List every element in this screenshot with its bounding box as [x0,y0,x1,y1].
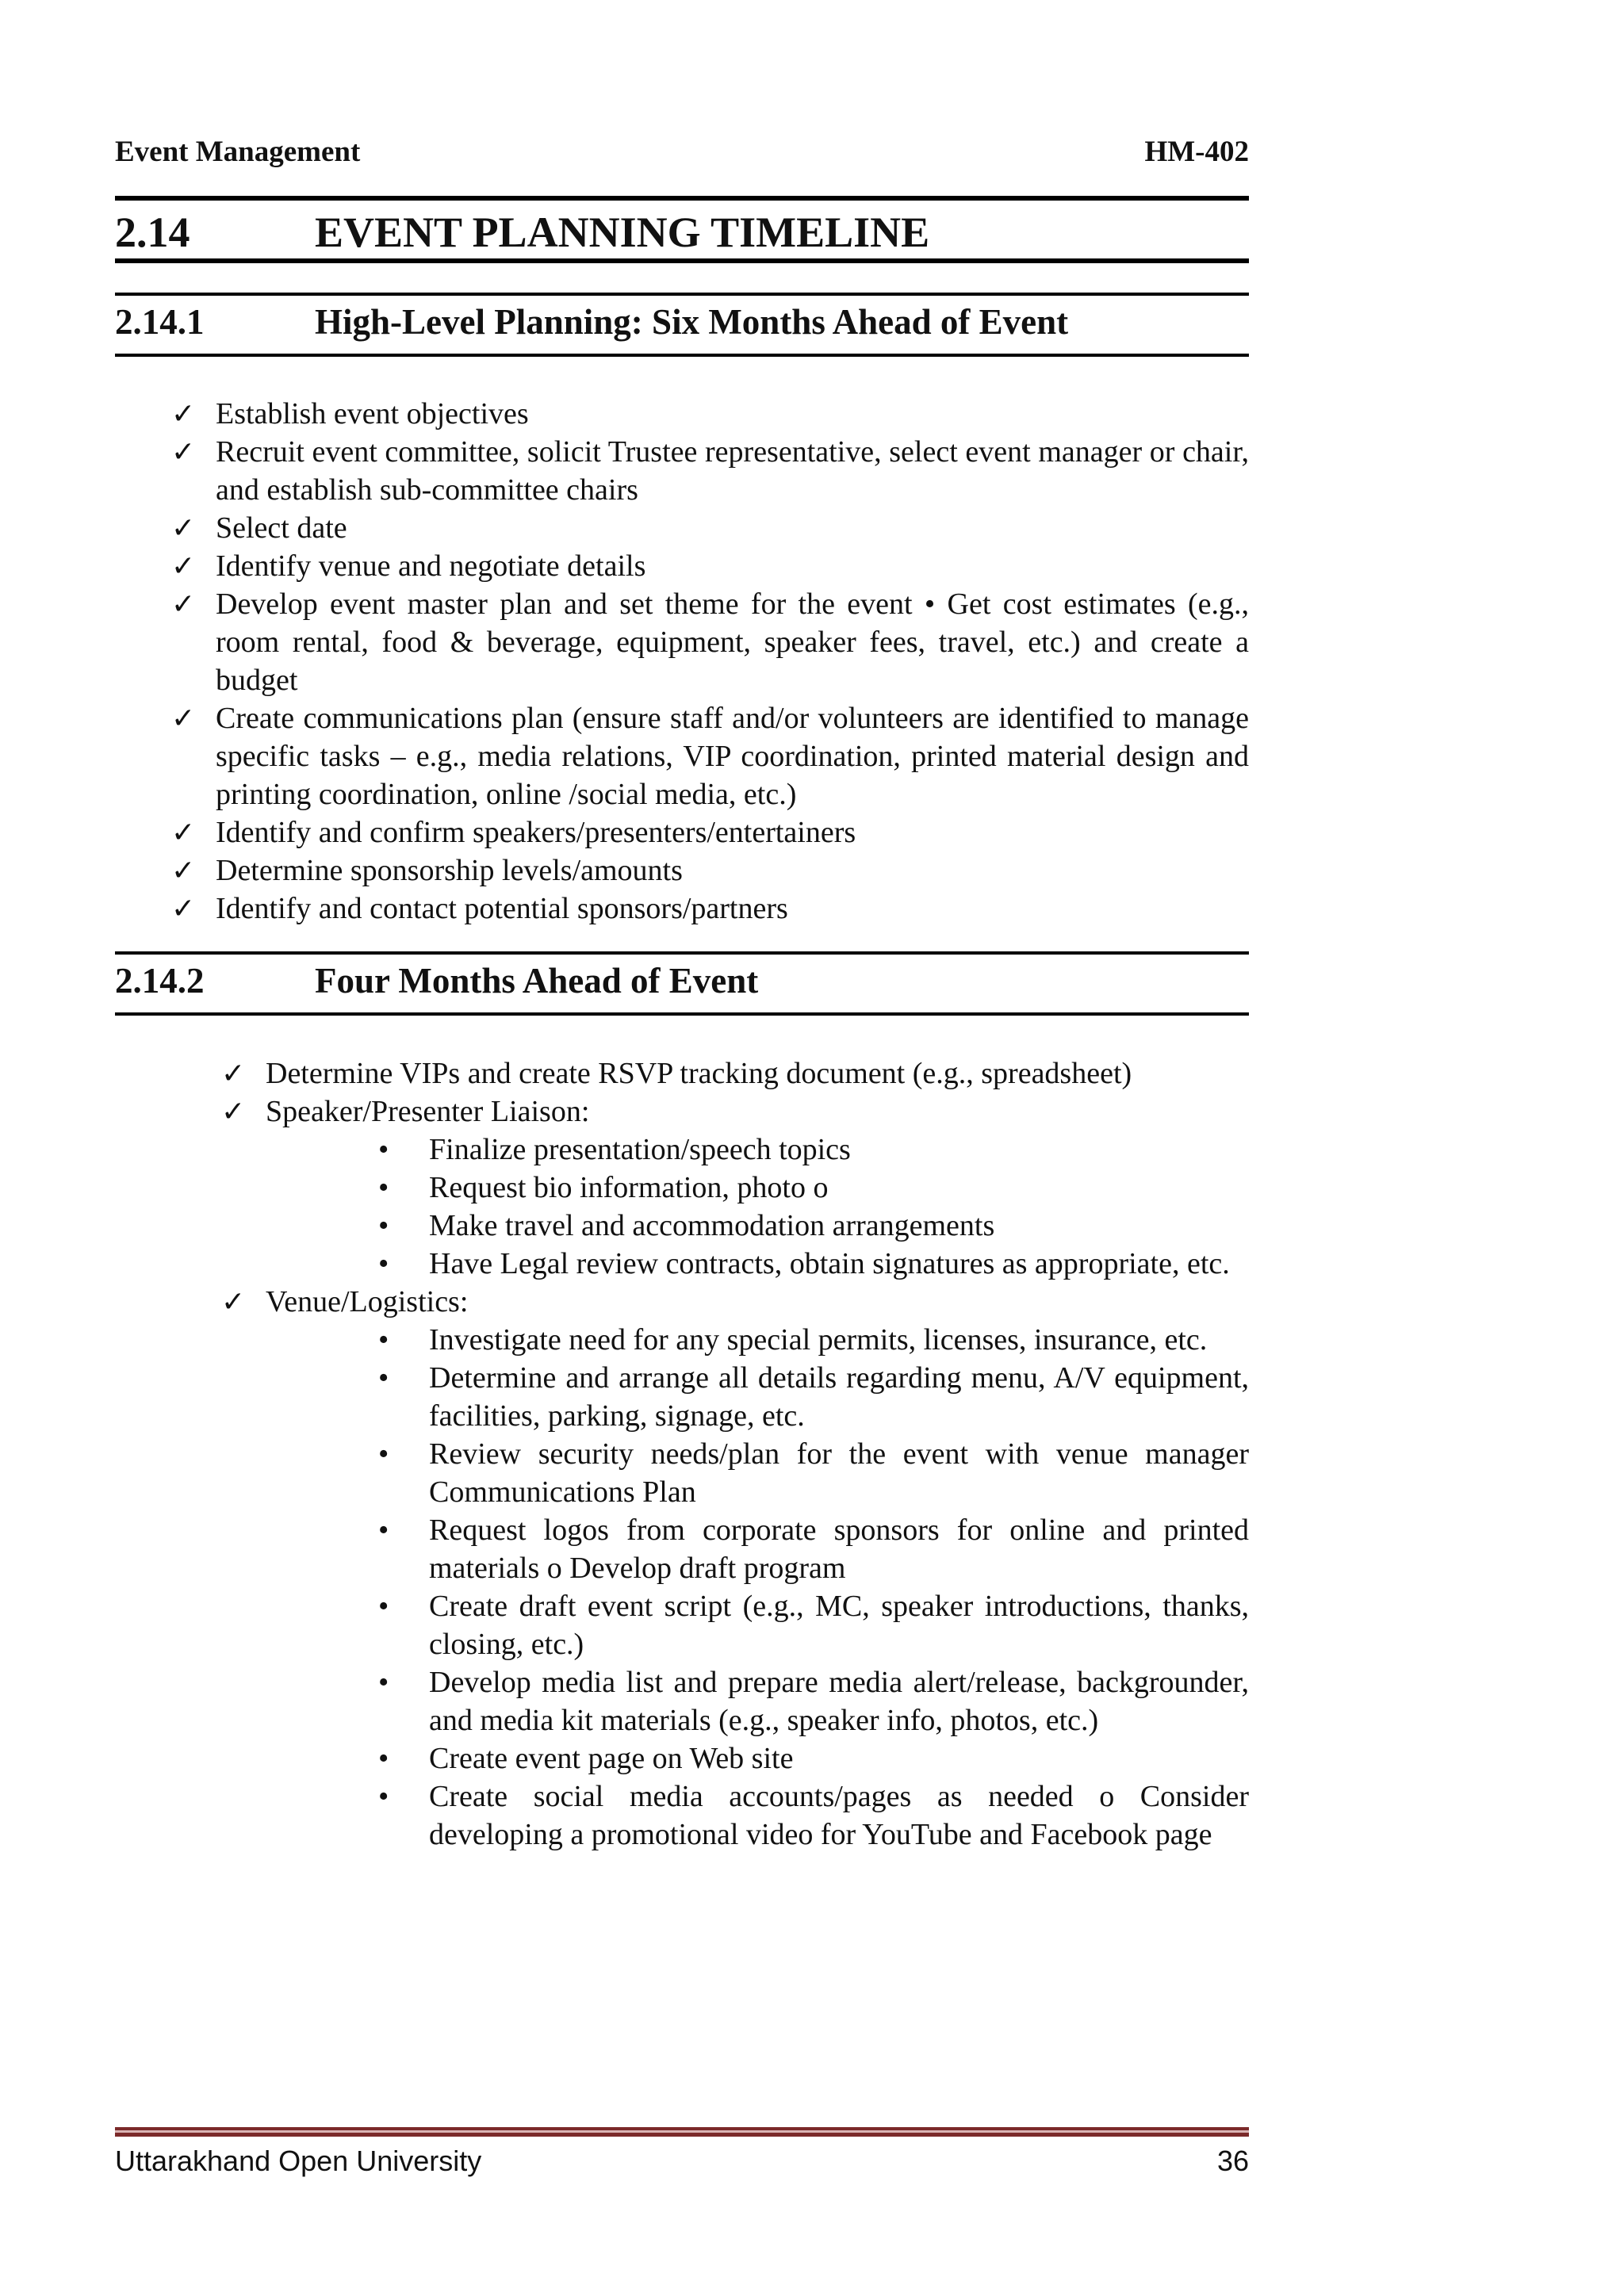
venue-logistics-sublist [378,1321,1249,1854]
checkmark-icon: ✓ [171,512,196,544]
sub-list-item: • Develop media list and prepare media alert/release, backgrounder, and media kit materials (e.g., speaker info, photos, etc.) [429,1663,1249,1739]
subsection2-rule-top [115,951,1249,955]
list-item: ✓ Identify and contact potential sponsors/partners [216,890,1249,928]
list-item: ✓ Develop event master plan and set theme for the event • Get cost estimates (e.g., room rental, food & beverage, equipment, speaker fees, travel, etc.) and create a budget [216,585,1249,699]
sub-list-item: • Make travel and accommodation arrangements [429,1207,1249,1245]
checkmark-icon: ✓ [171,550,196,582]
bullet-icon: • [378,1171,389,1204]
page-number: 36 [1216,2145,1249,2177]
bullet-icon: • [378,1133,389,1166]
list-item: ✓ Recruit event committee, solicit Trustee representative, select event manager or chair, and establish sub-committee chairs [216,433,1249,509]
sub-list-item: • Create social media accounts/pages as needed o Consider developing a promotional video for YouTube and Facebook page [429,1777,1249,1854]
subsection1-heading [115,301,1249,342]
list-item: ✓ Establish event objectives [216,395,1249,433]
bullet-icon: • [378,1590,389,1623]
sub-list-item: • Have Legal review contracts, obtain signatures as appropriate, etc. [429,1245,1249,1283]
list-item: ✓ Identify and confirm speakers/presenters/entertainers [216,813,1249,851]
list-item: ✓ Create communications plan (ensure staff and/or volunteers are identified to manage specific tasks – e.g., media relations, VIP coordination, printed material design and printing coordination, online /social media, etc.) [216,699,1249,813]
footer-rule [115,2127,1249,2137]
page-footer [115,2145,1249,2178]
sub-list-item: • Investigate need for any special permits, licenses, insurance, etc. [429,1321,1249,1359]
subsection1-title: High-Level Planning: Six Months Ahead of Event [315,302,1069,342]
section-title: EVENT PLANNING TIMELINE [315,209,930,256]
checkmark-icon: ✓ [171,588,196,620]
list-item: ✓ Determine sponsorship levels/amounts [216,851,1249,890]
sub-list-item: • Review security needs/plan for the event with venue manager Communications Plan [429,1435,1249,1511]
bullet-icon: • [378,1666,389,1699]
section-number: 2.14 [115,209,190,256]
bullet-icon: • [378,1323,389,1357]
checkmark-icon: ✓ [171,702,196,734]
subsection1-rule-top [115,293,1249,296]
checkmark-icon: ✓ [221,1096,246,1127]
list-item: ✓ Determine VIPs and create RSVP tracking document (e.g., spreadsheet) [266,1054,1249,1093]
subsection2-title: Four Months Ahead of Event [315,961,759,1001]
sub-list-item: • Determine and arrange all details regarding menu, A/V equipment, facilities, parking, signage, etc. [429,1359,1249,1435]
sub-list-item: • Create draft event script (e.g., MC, speaker introductions, thanks, closing, etc.) [429,1587,1249,1663]
checkmark-icon: ✓ [171,436,196,468]
sub-list-item: • Create event page on Web site [429,1739,1249,1777]
section-rule-top [115,196,1249,201]
subsection1-rule-bottom [115,354,1249,357]
checkmark-icon: ✓ [171,398,196,430]
checkmark-icon: ✓ [221,1058,246,1089]
bullet-icon: • [378,1780,389,1813]
sub-list-item: • Finalize presentation/speech topics [429,1131,1249,1169]
sub-list-item: • Request bio information, photo o [429,1169,1249,1207]
speaker-liaison-sublist [378,1131,1249,1283]
subsection2-heading [115,960,1249,1001]
list-item: ✓ Identify venue and negotiate details [216,547,1249,585]
section-rule-bottom [115,258,1249,263]
bullet-icon: • [378,1361,389,1395]
subsection1-number: 2.14.1 [115,302,205,342]
subsection2-rule-bottom [115,1012,1249,1016]
section-heading [115,208,1249,255]
checkmark-icon: ✓ [221,1286,246,1318]
running-header [115,135,1249,169]
bullet-icon: • [378,1247,389,1280]
checkmark-icon: ✓ [171,893,196,924]
subsection2-number: 2.14.2 [115,961,205,1001]
bullet-icon: • [378,1437,389,1471]
bullet-icon: • [378,1513,389,1547]
checkmark-icon: ✓ [171,855,196,886]
university-name: Uttarakhand Open University [115,2145,482,2177]
course-title: Event Management [115,136,361,168]
four-months-checklist [221,1054,1249,1854]
bullet-icon: • [378,1742,389,1775]
course-code: HM-402 [1144,136,1249,168]
list-item: ✓ Venue/Logistics: • Investigate need for any special permits, licenses, insurance, etc. • Determine and arrange all details regarding menu, A/V equipment, facilities, parking, signage, etc. • Review security needs/plan for the event with venue manager Communications Plan • Request logos from corporate sponsors for online and printed materials o Develop draft program • Create draft event script (e.g., MC, speaker introductions, thanks, closing, etc.) • Develop media list and prepare media alert/release, backgrounder, and media kit materials (e.g., speaker info, photos, etc.) • Create event page on Web site • Create social media accounts/pages as needed o Consider developing a promotional video for YouTube and Facebook page [266,1283,1249,1854]
list-item: ✓ Speaker/Presenter Liaison: • Finalize presentation/speech topics • Request bio information, photo o • Make travel and accommodation arrangements • Have Legal review contracts, obtain signatures as appropriate, etc. [266,1093,1249,1283]
sub-list-item: • Request logos from corporate sponsors for online and printed materials o Develop draft program [429,1511,1249,1587]
checkmark-icon: ✓ [171,817,196,848]
list-item: ✓ Select date [216,509,1249,547]
bullet-icon: • [378,1209,389,1242]
six-months-checklist [171,395,1249,928]
